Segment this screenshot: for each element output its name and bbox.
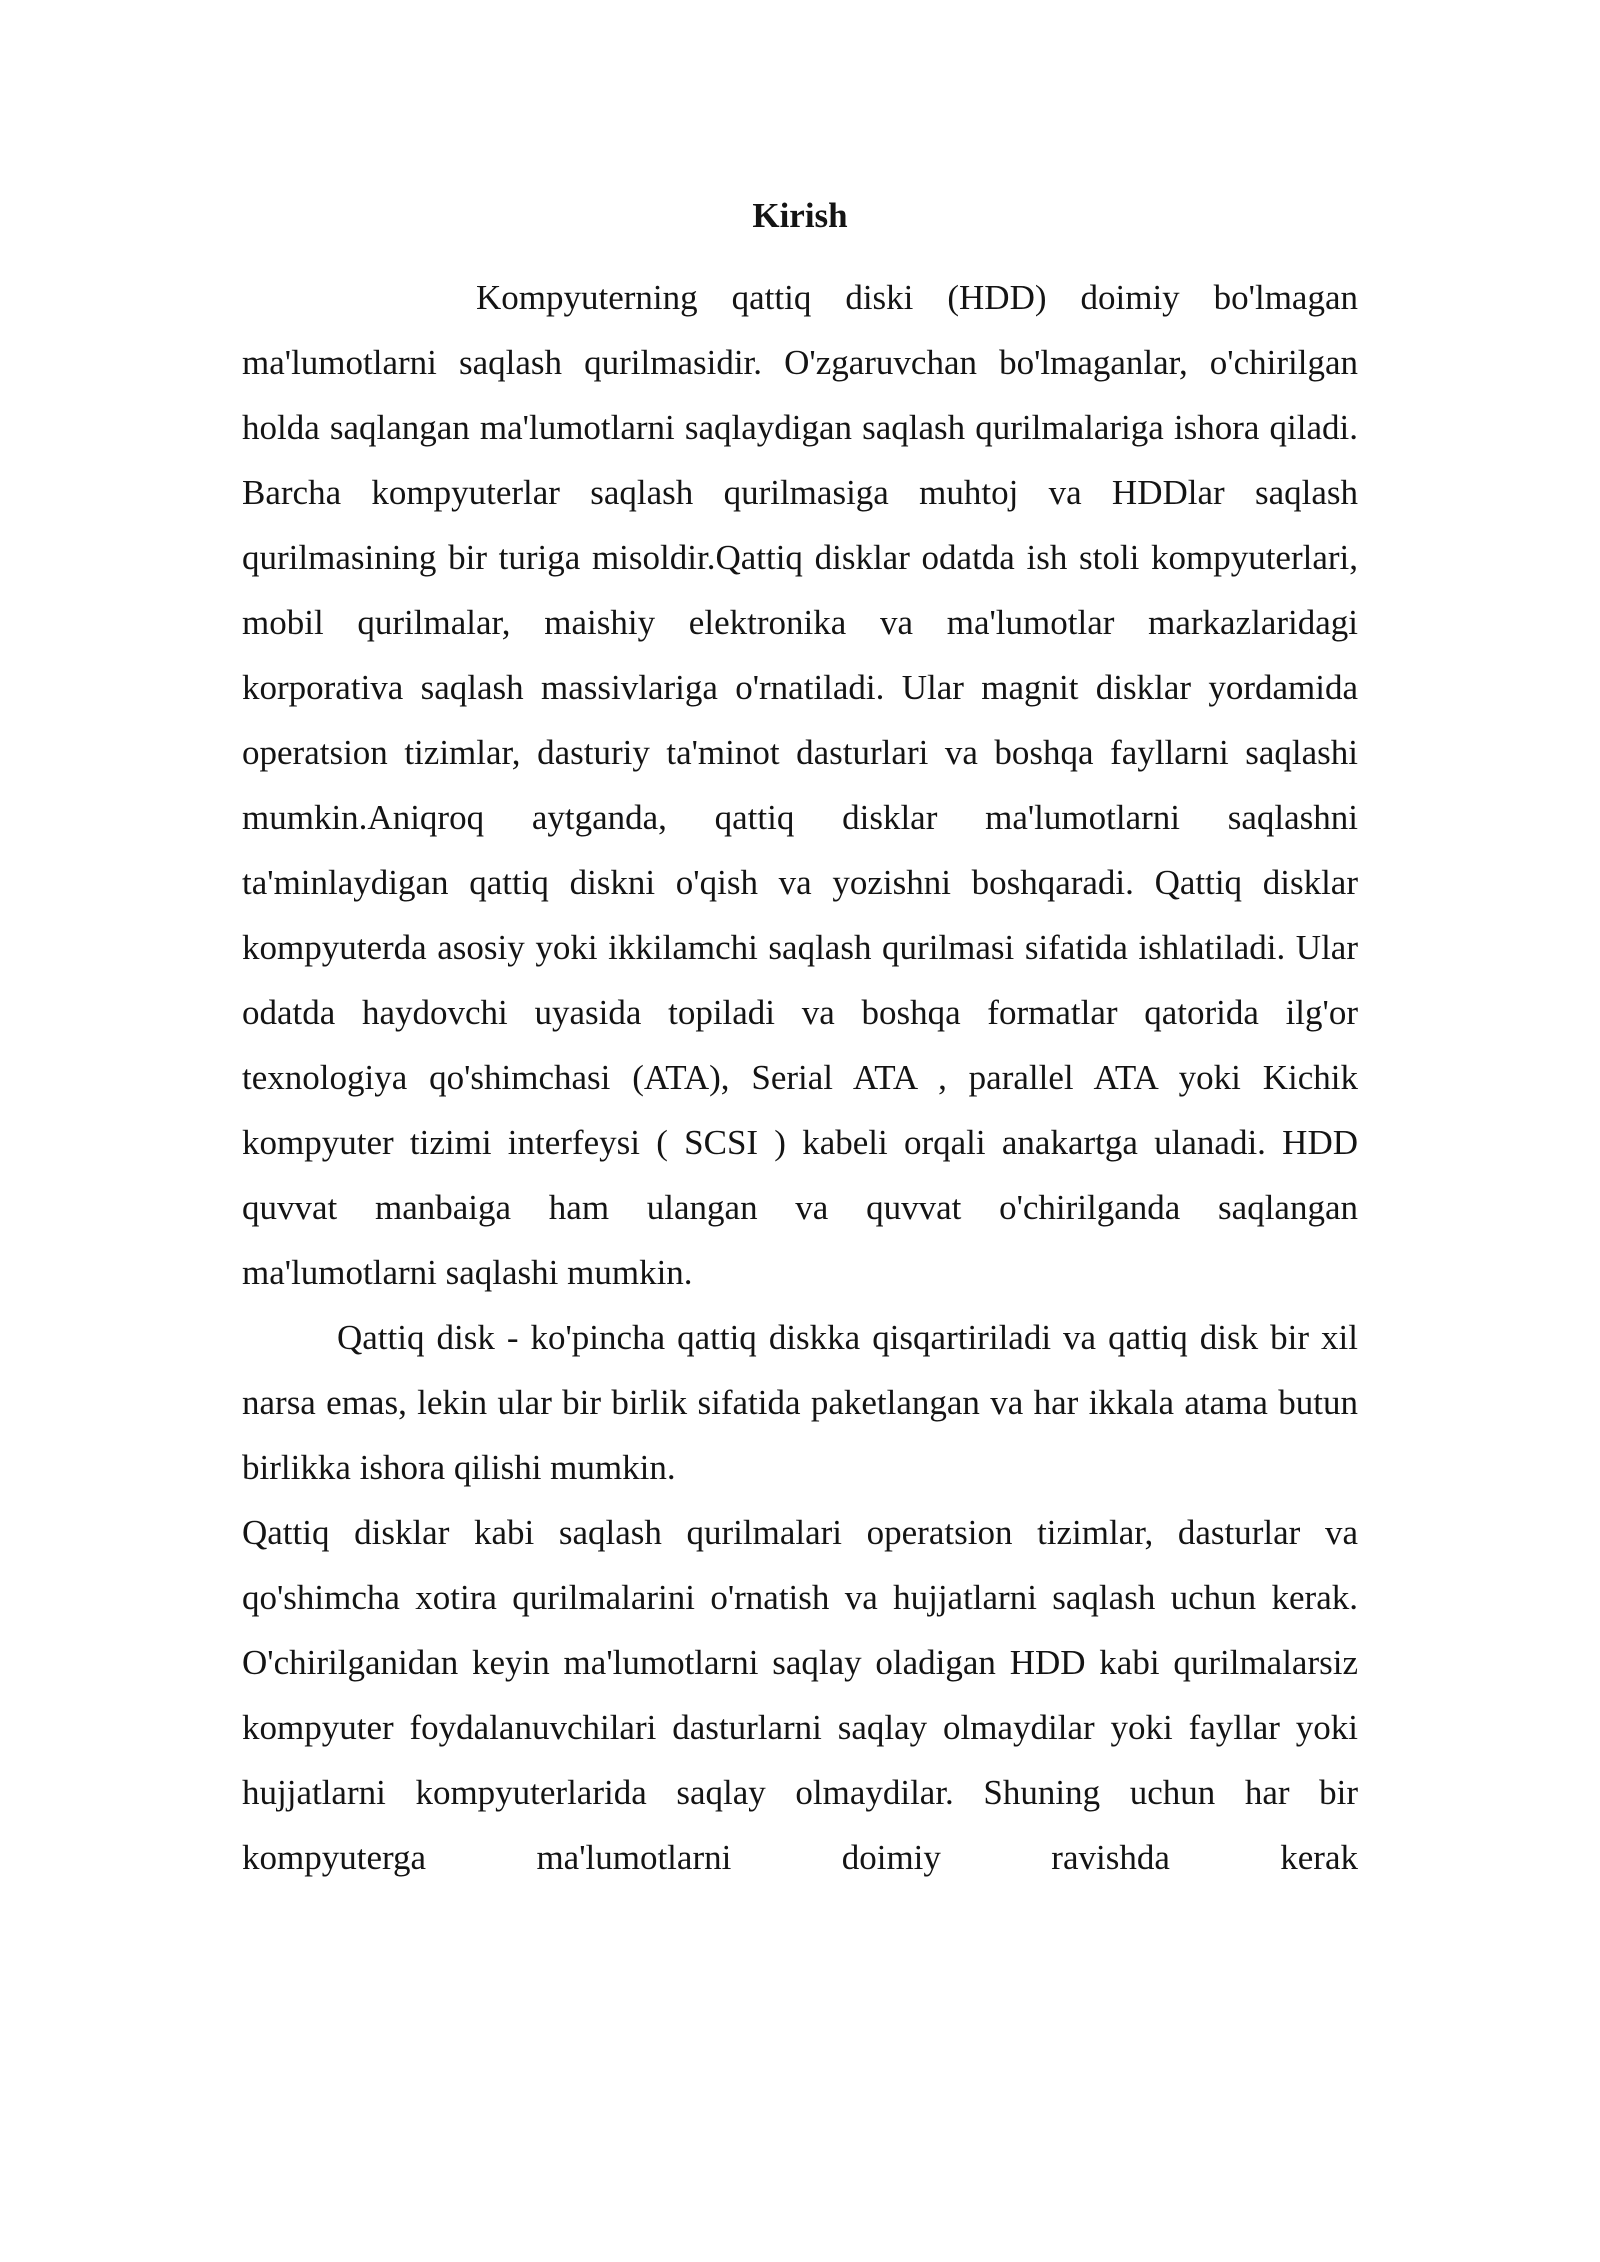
paragraph-storage-devices: Qattiq disklar kabi saqlash qurilmalari operatsion tizimlar, dasturlar va qo'shimcha xotira qurilmalarini o'rnatish va hujjatlarni saqlash uchun kerak. O'chirilganidan keyin ma'lumotlarni saqlay oladigan HDD kabi qurilmalarsiz kompyuter foydalanuvchilari dasturlarni saqlay olmaydilar yoki fayllar yoki hujjatlarni kompyuterlarida saqlay olmaydilar. Shuning uchun har bir kompyuterga ma'lumotlarni doimiy ravishda kerak bbox=[242, 1513, 1358, 1877]
document-body bbox=[242, 190, 1358, 1890]
document-title: Kirish bbox=[752, 196, 848, 235]
paragraph-hard-disk-term: Qattiq disk - ko'pincha qattiq diskka qisqartiriladi va qattiq disk bir xil narsa emas, lekin ular bir birlik sifatida paketlangan va har ikkala atama butun birlikka ishora qilishi mumkin. bbox=[242, 1318, 1358, 1487]
paragraph-intro: Kompyuterning qattiq diski (HDD) doimiy bo'lmagan ma'lumotlarni saqlash qurilmasidir. O'zgaruvchan bo'lmaganlar, o'chirilgan holda saqlangan ma'lumotlarni saqlaydigan saqlash qurilmalariga ishora qiladi. Barcha kompyuterlar saqlash qurilmasiga muhtoj va HDDlar saqlash qurilmasining bir turiga misoldir.Qattiq disklar odatda ish stoli kompyuterlari, mobil qurilmalar, maishiy elektronika va ma'lumotlar markazlaridagi korporativa saqlash massivlariga o'rnatiladi. Ular magnit disklar yordamida operatsion tizimlar, dasturiy ta'minot dasturlari va boshqa fayllarni saqlashi mumkin.Aniqroq aytganda, qattiq disklar ma'lumotlarni saqlashni ta'minlaydigan qattiq diskni o'qish va yozishni boshqaradi. Qattiq disklar kompyuterda asosiy yoki ikkilamchi saqlash qurilmasi sifatida ishlatiladi. Ular odatda haydovchi uyasida topiladi va boshqa formatlar qatorida ilg'or texnologiya qo'shimchasi (ATA), Serial ATA , parallel ATA yoki Kichik kompyuter tizimi interfeysi ( SCSI ) kabeli orqali anakartga ulanadi. HDD quvvat manbaiga ham ulangan va quvvat o'chirilganda saqlangan ma'lumotlarni saqlashi mumkin. bbox=[242, 278, 1358, 1292]
